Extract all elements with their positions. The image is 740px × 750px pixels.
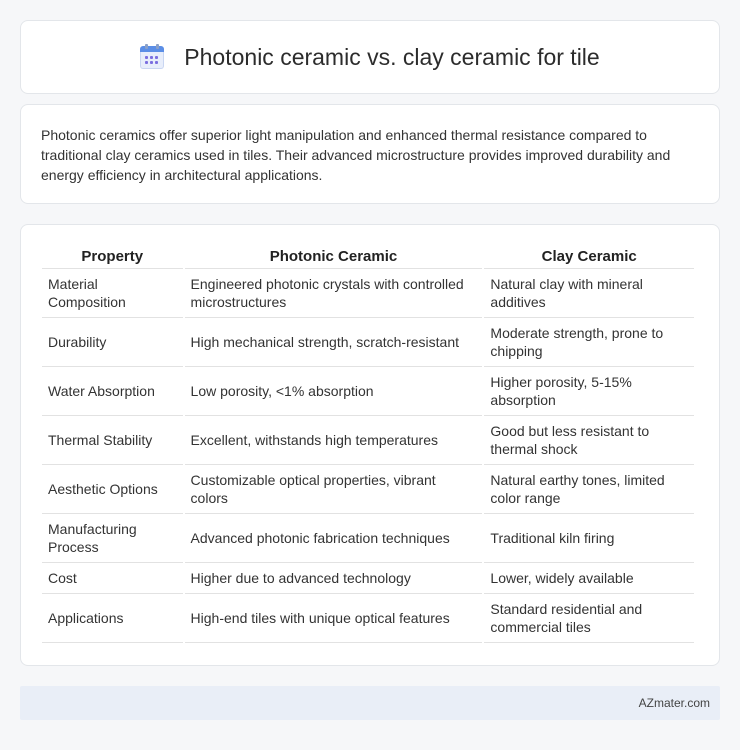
cell-clay: Moderate strength, prone to chipping (484, 318, 694, 367)
table-row (42, 514, 694, 563)
table-row (42, 594, 694, 643)
header-clay: Clay Ceramic (484, 247, 694, 269)
table-row (42, 563, 694, 594)
cell-property: Cost (42, 563, 183, 594)
footer-brand: AZmater.com (638, 696, 710, 710)
comparison-table (40, 247, 696, 643)
cell-property: Material Composition (42, 269, 183, 318)
cell-photonic: Advanced photonic fabrication techniques (185, 514, 483, 563)
cell-clay: Good but less resistant to thermal shock (484, 416, 694, 465)
table-row (42, 367, 694, 416)
table-row (42, 318, 694, 367)
intro-text: Photonic ceramics offer superior light manipulation and enhanced thermal resistance compared to traditional clay ceramics used in tiles. Their advanced microstructure provides improved durability and energy efficiency in architectural applications. (41, 127, 671, 183)
cell-property: Durability (42, 318, 183, 367)
cell-clay: Natural earthy tones, limited color range (484, 465, 694, 514)
header-property: Property (42, 247, 183, 269)
cell-clay: Traditional kiln firing (484, 514, 694, 563)
title-card (20, 20, 720, 94)
table-header-row (42, 247, 694, 269)
cell-photonic: Engineered photonic crystals with controlled microstructures (185, 269, 483, 318)
cell-property: Applications (42, 594, 183, 643)
cell-clay: Natural clay with mineral additives (484, 269, 694, 318)
cell-property: Manufacturing Process (42, 514, 183, 563)
table-row (42, 465, 694, 514)
header-photonic: Photonic Ceramic (185, 247, 483, 269)
cell-property: Water Absorption (42, 367, 183, 416)
cell-photonic: Customizable optical properties, vibrant colors (185, 465, 483, 514)
cell-photonic: High mechanical strength, scratch-resistant (185, 318, 483, 367)
calendar-icon (140, 45, 164, 69)
cell-photonic: Higher due to advanced technology (185, 563, 483, 594)
cell-property: Thermal Stability (42, 416, 183, 465)
table-row (42, 269, 694, 318)
intro-card (20, 104, 720, 204)
comparison-table-card (20, 224, 720, 666)
cell-photonic: Excellent, withstands high temperatures (185, 416, 483, 465)
table-row (42, 416, 694, 465)
cell-clay: Standard residential and commercial tiles (484, 594, 694, 643)
cell-clay: Lower, widely available (484, 563, 694, 594)
page-title: Photonic ceramic vs. clay ceramic for tile (184, 43, 600, 70)
cell-photonic: Low porosity, <1% absorption (185, 367, 483, 416)
cell-property: Aesthetic Options (42, 465, 183, 514)
footer (20, 686, 720, 720)
cell-clay: Higher porosity, 5-15% absorption (484, 367, 694, 416)
cell-photonic: High-end tiles with unique optical features (185, 594, 483, 643)
